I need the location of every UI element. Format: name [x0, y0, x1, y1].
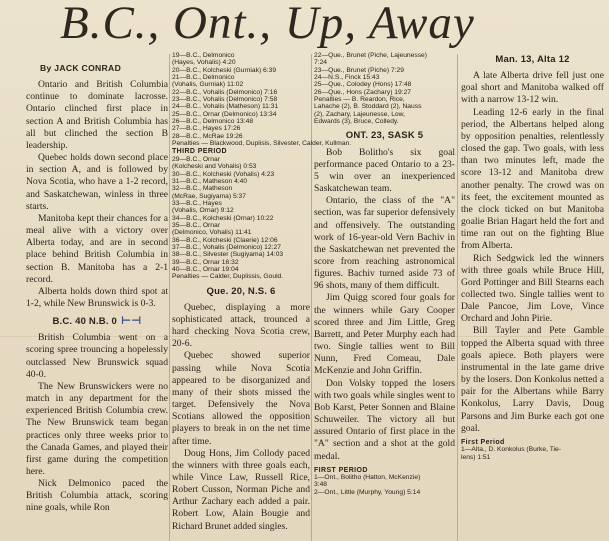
summary-line: Lahache (2), B. Stoddard (2), Nauss	[314, 103, 422, 111]
paragraph: Bob Bolitho's six goal performance paced Ontario to a 23-5 win over an inexperienced Saskatchewan team.	[314, 146, 455, 195]
summary-line: (Kolcheski and Vohalis) 0:53	[172, 163, 257, 171]
summary-line: 22—B.C., Vohalis (Delmonico) 7:16	[172, 88, 278, 96]
summary-line: 28—B.C., McRae 19:26	[172, 132, 243, 140]
scoring-summary	[314, 474, 455, 496]
summary-line: 26—Que., Hons (Zachary) 19:27	[314, 88, 412, 96]
summary-line: 32—B.C., Matheson	[172, 185, 233, 193]
summary-line: 29—B.C., Ornar	[172, 155, 220, 163]
summary-line: 23—B.C., Vohalis (Delmonico) 7:58	[172, 96, 278, 104]
column-divider	[457, 54, 458, 541]
summary-line: 35—B.C., Ornar	[172, 221, 220, 229]
summary-line: 26—B.C., Delmonico 13:48	[172, 118, 254, 126]
summary-line: 25—B.C., Ornar (Delmonico) 13:34	[172, 110, 277, 118]
summary-line: 23—Que., Brunet (Piche) 7:29	[314, 66, 404, 74]
summary-line: 37—B.C., Vohalis (Delmonico) 12:27	[172, 243, 281, 251]
paragraph: Manitoba kept their chances for a meal alive with a victory over Alberta today, and are in second place behind British Columbia in section B. Manitoba has a 2-1 record.	[26, 212, 168, 285]
period-heading: THIRD PERIOD	[172, 148, 227, 156]
paragraph: Quebec showed superior passing while Nova Scotia appeared to be disorganized and many of their shots missed the target. Defensively the Nova Scotians allowed the opposition players to break in on the net time after time.	[172, 350, 310, 447]
game-subhead: Que. 20, N.S. 6	[206, 285, 276, 297]
summary-line: Penalties — Calder, Duplissis, Gould.	[172, 273, 284, 281]
summary-line: 39—B.C., Ornar 16:32	[172, 258, 239, 266]
scoring-summary	[461, 446, 604, 461]
summary-line: 31—B.C., Matheson 4:40	[172, 177, 248, 185]
summary-line: 30—B.C., Kolcheski (Vohalis) 4:23	[172, 170, 275, 178]
game-subhead: Man. 13, Alta 12	[495, 54, 570, 65]
summary-line: 3:48	[314, 481, 328, 489]
scoring-summary	[172, 156, 310, 281]
period-heading: FIRST PERIOD	[314, 466, 368, 474]
summary-line: 19—B.C., Delmonico	[172, 52, 235, 59]
summary-line: (2), Zachary, Lajeunesse, Low,	[314, 110, 405, 118]
paragraph: Leading 12-6 early in the final period, the Albertans helped along by opposition penalties, relentlessly closed the gap. Two goals, with less than two minutes left, made the score 13-12 and Manitoba drew another penalty. The crowd was on its feet, the excitement mounted as the clock ticked on but Manitoba goalie Brian Hagart held the fort and time ran out on the fighting Blue from Alberta.	[461, 106, 604, 252]
summary-line: 34—B.C., Kolcheski (Ornar) 10:22	[172, 214, 274, 222]
period-heading: First Period	[461, 438, 505, 446]
summary-line: (McRae, Sugiyama) 5:37	[172, 192, 246, 200]
summary-line: 24—B.C., Vohalis (Matheson) 11:31	[172, 103, 279, 111]
summary-line: 25—Que., Colodey (Hons) 17:48	[314, 81, 412, 89]
article-column-4	[461, 52, 604, 541]
headline: B.C., Ont., Up, Away	[60, 0, 475, 49]
paragraph: A late Alberta drive fell just one goal short and Manitoba walked off with a narrow 13-12 win.	[461, 70, 604, 106]
paragraph: Bill Tayler and Pete Gamble topped the Alberta squad with three goals apiece. Both players were instrumental in the late game drive by the losers. Don Konkolus netted a pair for the Albertans while Barry Konkolus, Larry Davis, Doug Parsons and Jim Burke each got one goal.	[461, 325, 604, 434]
summary-line: 2—Ont., Little (Murphy, Young) 5:14	[314, 488, 421, 496]
game-subhead	[26, 315, 168, 328]
summary-line: Penalties — B. Reardon, Rice,	[314, 96, 405, 104]
column-divider	[169, 54, 170, 541]
paragraph: Quebec holds down second place in section A, and is followed by Nova Scotia, who have a 1-2 record, and Saskatchewan, winless in three starts.	[26, 152, 168, 212]
summary-line: 21—B.C., Delmonico	[172, 74, 235, 82]
summary-line: 27—B.C., Hayes 17:26	[172, 125, 241, 133]
game-subhead-text: B.C. 40 N.B. 0	[52, 316, 118, 328]
summary-line: 36—B.C., Kolcheski (Claerie) 12:06	[172, 236, 278, 244]
paragraph: The New Brunswickers were no match in any department for the experienced British Columbia crew. The New Brunswick team began practices only three weeks prior to the Canada Games, and played their first game during the competition here.	[26, 380, 168, 477]
paragraph: Jim Quigg scored four goals for the winners while Gary Cooper scored three and Jim Little, Greg Barrett, and Peter Murphy each had two. Single tallies went to Bill Nunn, Fred Comeau, Dale McKenzie and John Griffin.	[314, 292, 455, 377]
paragraph: Don Volsky topped the losers with two goals while singles went to Bob Karst, Peter Sonnen and Blaine Schuweiler. The victory all but assured Ontario of first place in the "A" section and a shot at the gold medal.	[314, 377, 455, 462]
paragraph: Quebec, displaying a more sophisticated attack, trounced a hard checking Nova Scotia crew, 20-6.	[172, 301, 310, 350]
paragraph: Alberta holds down third spot at 1-2, while New Brunswick is 0-3.	[26, 285, 168, 309]
byline: By JACK CONRAD	[40, 63, 122, 73]
scoring-summary	[314, 52, 455, 125]
paragraph: Doug Hons, Jim Collody paced the winners with three goals each, while Vince Law, Russell Rice, Robert Cusson, Norman Piche and Arthur Zachary each added a pair. Robert Low, Alain Bougie and Richard Brunet added singles.	[172, 447, 310, 532]
summary-line: 20—B.C., Kolcheski (Gurniak) 6:39	[172, 66, 277, 74]
paragraph: Nick Delmonico paced the British Columbia attack, scoring nine goals, while Ron	[26, 478, 168, 514]
summary-line: 33—B.C., Hayes	[172, 199, 222, 207]
summary-line: lens) 1:51	[461, 453, 491, 461]
summary-line: 40—B.C., Ornar 19:04	[172, 265, 239, 273]
summary-line: (Hayes, Vohalis) 4:20	[172, 59, 236, 67]
paragraph: Ontario and British Columbia continue to dominate lacrosse. Ontario clinched first place in section A and British Columbia has all but clinched the section B leadership.	[26, 79, 168, 151]
summary-line: (Vohalis, Ornar) 9:12	[172, 207, 234, 215]
article-column-3	[314, 52, 455, 541]
game-subhead: ONT. 23, SASK 5	[345, 130, 424, 142]
summary-line: 22—Que., Brunet (Piche, Lajeunesse)	[314, 52, 428, 59]
summary-line: (Vohalis, Gurniak) 11:02	[172, 81, 244, 89]
summary-line: 7:24	[314, 59, 328, 67]
summary-line: 1—Ont., Bolitho (Hatton, McKenzie)	[314, 474, 421, 481]
paragraph: Ontario, the class of the "A" section, was far superior defensively and offensively. The outstanding work of 16-year-old Vern Bachiv in the Saskatchewan net prevented the score from reaching astronomical figures. Bachiv turned aside 73 of 96 shots, many of them difficult.	[314, 195, 455, 292]
summary-line: (Delmonico, Vohalis) 11:41	[172, 229, 252, 237]
summary-line: Edwards (3), Bruce, Colledy.	[314, 118, 399, 126]
article-column-1	[26, 52, 168, 541]
paragraph: British Columbia went on a scoring spree trouncing a hopelessly outclassed New Brunswick squad 40-0.	[26, 332, 168, 380]
column-divider	[311, 54, 312, 541]
paragraph: Rich Sedgwick led the winners with three goals while Bruce Hill, Gord Pottinger and Bill Stearns each collected two. Single tallies went to Dale Pancoe, Jim Love, Vince Orchard and John Pirie.	[461, 252, 604, 325]
pencil-mark-icon: ⊢⊣	[121, 314, 142, 328]
summary-line: 38—B.C., Silvester (Sugiyama) 14:03	[172, 251, 284, 259]
summary-line: 24—N.S., Finck 15:43	[314, 74, 380, 82]
summary-line: Penalties — Blackwood, Duplisis, Silvester, Calder, Kullman.	[172, 140, 352, 148]
summary-line: 1—Alta., D. Konkolus (Burke, Tie-	[461, 446, 561, 454]
